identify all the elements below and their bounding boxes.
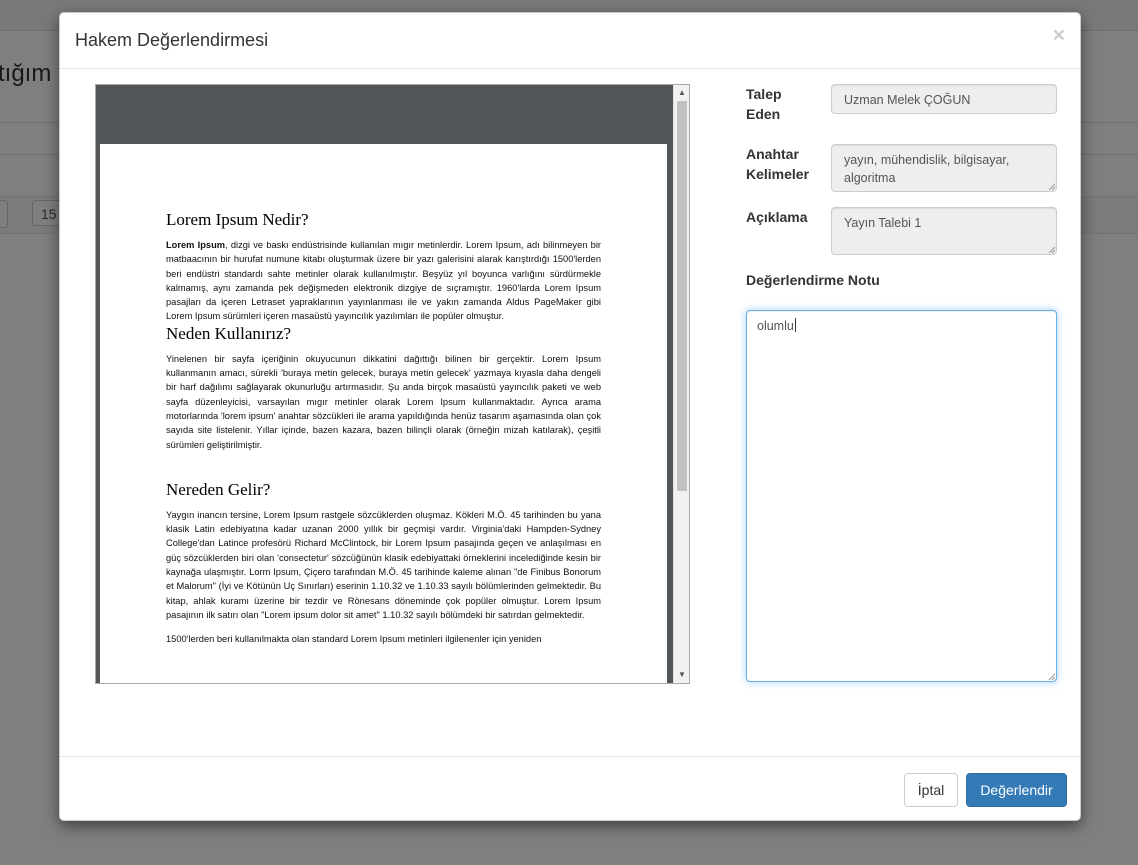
modal-title: Hakem Değerlendirmesi <box>75 30 269 50</box>
pdf-page <box>100 144 667 684</box>
keywords-label-line2: Kelimeler <box>746 166 810 182</box>
doc-paragraph-text: , dizgi ve baskı endüstrisinde kullanılan mıgır metinlerdir. Lorem Ipsum, adı bilinmeyen bir matbaacının bir hurufat numune kitabı oluşturmak üzere bir yazı galerisini alarak karıştırdığı 1500'lerden beri endüstri standardı sahte metinler olarak kullanılmıştır. Beşyüz yıl boyunca varlığını sürdürmekle kalmamış, aynı zamanda pek değişmeden elektronik dizgiye de sıçramıştır. 1960'larda Lorem Ipsum pasajları da içeren Letraset yapraklarının yayınlanması ile ve yakın zamanda Aldus PageMaker gibi Lorem Ipsum sürümleri içeren masaüstü yayıncılık yazılımları ile popüler olmuştur. <box>166 240 601 322</box>
keywords-textarea <box>831 144 1057 192</box>
evaluate-button[interactable]: Değerlendir <box>966 773 1067 807</box>
review-modal <box>59 12 1081 821</box>
text-caret <box>795 318 796 332</box>
pdf-scrollbar[interactable] <box>673 85 689 683</box>
evaluation-note-textarea[interactable] <box>746 310 1057 682</box>
doc-heading: Neden Kullanırız? <box>166 323 292 343</box>
evaluation-note-label: Değerlendirme Notu <box>746 272 880 288</box>
resize-grip-icon[interactable] <box>1048 183 1055 190</box>
pdf-viewer-background <box>96 85 672 143</box>
doc-bold-lead: Lorem Ipsum <box>166 240 226 250</box>
modal-footer <box>60 756 1080 821</box>
scrollbar-thumb[interactable] <box>677 101 687 491</box>
keywords-label <box>746 144 809 184</box>
requester-field: Uzman Melek ÇOĞUN <box>831 84 1057 114</box>
pdf-viewer[interactable] <box>95 84 690 684</box>
requester-label-line1: Talep <box>746 86 782 102</box>
doc-paragraph <box>166 238 601 324</box>
resize-grip-icon[interactable] <box>1048 246 1055 253</box>
resize-grip-icon[interactable] <box>1048 673 1055 680</box>
description-textarea <box>831 207 1057 255</box>
description-label: Açıklama <box>746 209 808 225</box>
doc-heading: Nereden Gelir? <box>166 479 271 499</box>
doc-heading: Lorem Ipsum Nedir? <box>166 210 309 229</box>
scroll-up-icon[interactable]: ▲ <box>678 88 686 97</box>
doc-paragraph: Yinelenen bir sayfa içeriğinin okuyucunun dikkatini dağıttığı bilinen bir gerçektir. Lorem Ipsum kullanmanın amacı, sürekli 'buraya metin gelecek, buraya metin gelecek' yazmaya kıyasla daha dengeli bir harf dağılımı sağlayarak okunurluğu artırmasıdır. Şu anda birçok masaüstü yayıncılık paketi ve web sayfa düzenleyicisi, varsayılan mıgır metinler olarak Lorem Ipsum kullanmaktadır. Ayrıca arama motorlarında 'lorem ipsum' anahtar sözcükleri ile arama yapıldığında henüz tasarım aşamasında olan çok sayıda site listelenir. Yıllar içinde, bazen kazara, bazen bilinçli olarak (örneğin mizah katılarak), çeşitli sürümleri geliştirilmiştir. <box>166 353 601 450</box>
close-icon[interactable]: × <box>1052 24 1065 47</box>
requester-label <box>746 84 782 124</box>
doc-paragraph: Yaygın inancın tersine, Lorem Ipsum rastgele sözcüklerden oluşmaz. Kökleri M.Ö. 45 tarihinden bu yana klasik Latin edebiyatına kadar uzanan 2000 yıllık bir geçmişi vardır. Virginia'daki Hampden-Sydney College'dan Latince profesörü Richard McClintock, bir Lorem Ipsum pasajında geçen ve anlaşılması en güç sözcüklerden biri olan 'consectetur' sözcüğünün klasik edebiyattaki örneklerini incelediğinde kesin bir kaynağa ulaşmıştır. Lorm Ipsum, Çiçero tarafından M.Ö. 45 tarihinde kaleme alınan "de Finibus Bonorum et Malorum" (İyi ve Kötünün Uç Sınırları) eserinin 1.10.32 ve 1.10.33 sayılı bölümlerinden gelmektedir. Bu kitap, ahlak kuramı üzerine bir tezdir ve Rönesans döneminde çok popüler olmuştur. Lorem Ipsum pasajının ilk satırı olan "Lorem ipsum dolor sit amet" 1.10.32 sayılı bölümdeki bir satırdan gelmektedir. <box>166 509 601 620</box>
requester-label-line2: Eden <box>746 106 781 122</box>
doc-paragraph: 1500'lerden beri kullanılmakta olan standard Lorem Ipsum metinleri ilgilenenler için yeniden <box>166 634 542 645</box>
keywords-value: yayın, mühendislik, bilgisayar, algoritma <box>844 153 1010 185</box>
modal-header <box>60 13 1080 69</box>
cancel-button[interactable]: İptal <box>904 773 958 807</box>
scroll-down-icon[interactable]: ▼ <box>678 670 686 679</box>
evaluation-note-value: olumlu <box>757 319 794 333</box>
description-value: Yayın Talebi 1 <box>844 216 922 230</box>
keywords-label-line1: Anahtar <box>746 146 799 162</box>
